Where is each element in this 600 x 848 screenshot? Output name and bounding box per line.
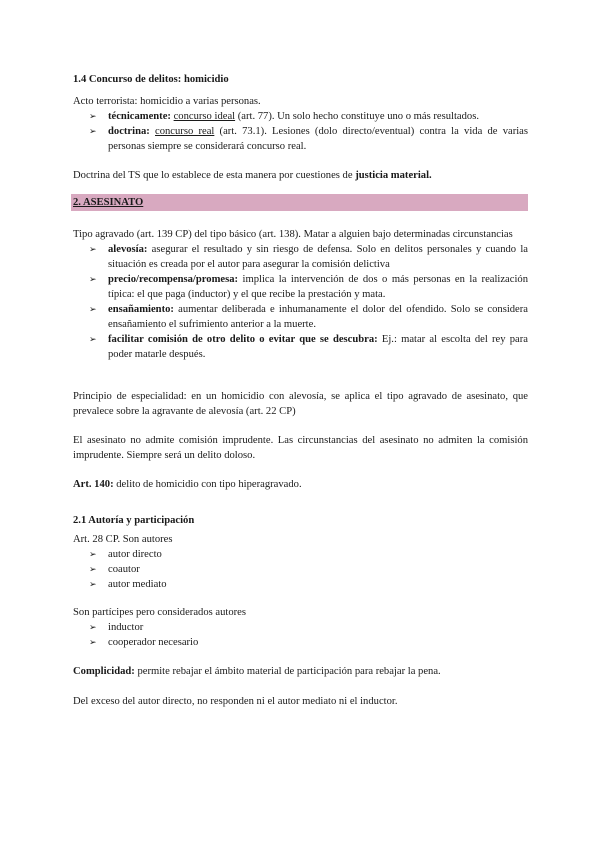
underlined-term: concurso ideal xyxy=(173,111,236,122)
imprudent-paragraph xyxy=(73,433,528,463)
arrow-bullet-icon: ➢ xyxy=(89,622,97,632)
section-2-heading-band xyxy=(71,194,528,211)
list-text: implica la intervención de dos o más personas en la realización típica: el que paga (inductor) y el que recibe la prestación y mata. xyxy=(108,274,528,300)
list-text: asegurar el resultado y sin riesgo de defensa. Solo en delitos personales y cuando la situación es creada por el autor para asegurar la comisión delictiva xyxy=(108,244,528,270)
paragraph: Principio de especialidad: en un homicidio con alevosía, se aplica el tipo agravado de asesinato, que prevalece sobre la agravante de alevosía (art. 22 CP) xyxy=(73,391,528,417)
arrow-bullet-icon: ➢ xyxy=(89,274,97,284)
list xyxy=(73,620,528,650)
arrow-bullet-icon: ➢ xyxy=(89,637,97,647)
arrow-bullet-icon: ➢ xyxy=(89,244,97,254)
paragraph-bold: justicia material. xyxy=(355,170,432,181)
paragraph-bold: Complicidad: xyxy=(73,666,135,677)
section-heading: 2.1 Autoría y participación xyxy=(73,515,195,526)
list xyxy=(73,547,528,592)
list-term: precio/recompensa/promesa: xyxy=(108,274,239,285)
paragraph xyxy=(73,477,528,492)
section-heading: 1.4 Concurso de delitos: homicidio xyxy=(73,74,229,85)
section-1-4-body xyxy=(73,94,528,154)
paragraph: Son partícipes pero considerados autores xyxy=(73,607,246,618)
art140-paragraph xyxy=(73,477,528,492)
paragraph-text: permite rebajar el ámbito material de participación para rebajar la pena. xyxy=(134,666,441,677)
paragraph: El asesinato no admite comisión imprudente. Las circunstancias del asesinato no admiten la comisión imprudente. Siempre será un delito doloso. xyxy=(73,435,528,461)
underlined-term: concurso real xyxy=(155,126,215,137)
list-item xyxy=(73,577,528,592)
paragraph-bold: Art. 140: xyxy=(73,479,114,490)
list-text: autor directo xyxy=(108,549,162,560)
list-item xyxy=(73,272,528,302)
section-heading: 2. ASESINATO xyxy=(73,197,144,208)
arrow-bullet-icon: ➢ xyxy=(89,564,97,574)
list xyxy=(73,242,528,362)
paragraph xyxy=(73,664,528,679)
list-text: (art. 73.1). Lesiones (dolo directo/eventual) contra la vida de varias personas siempre se considerará concurso real. xyxy=(108,126,529,152)
list-item xyxy=(73,302,528,332)
list-item xyxy=(73,635,528,650)
complicidad-paragraph xyxy=(73,664,528,679)
section-2-1 xyxy=(73,513,528,528)
list-item xyxy=(73,547,528,562)
list-text: Ej.: matar al escolta del rey para poder matarle después. xyxy=(108,334,528,360)
authors-block xyxy=(73,532,528,592)
doctrine-paragraph xyxy=(73,168,528,183)
list-item xyxy=(73,562,528,577)
list-item xyxy=(73,124,528,154)
paragraph: Del exceso del autor directo, no responden ni el autor mediato ni el inductor. xyxy=(73,696,398,707)
arrow-bullet-icon: ➢ xyxy=(89,334,97,344)
arrow-bullet-icon: ➢ xyxy=(89,126,97,136)
arrow-bullet-icon: ➢ xyxy=(89,111,97,121)
arrow-bullet-icon: ➢ xyxy=(89,304,97,314)
list-term: ensañamiento: xyxy=(108,304,174,315)
principle-paragraph xyxy=(73,389,528,419)
list-text: coautor xyxy=(108,564,140,575)
list-text: aumentar deliberada e inhumanamente el dolor del ofendido. Solo se considera ensañamiento el sufrimiento anterior a la muerte. xyxy=(108,304,528,330)
list-term: alevosía: xyxy=(108,244,148,255)
paragraph-text: delito de homicidio con tipo hiperagravado. xyxy=(113,479,302,490)
list-item xyxy=(73,242,528,272)
arrow-bullet-icon: ➢ xyxy=(89,579,97,589)
paragraph: Acto terrorista: homicidio a varias personas. xyxy=(73,96,261,107)
participes-block xyxy=(73,605,528,650)
list-text: (art. 77). Un solo hecho constituye uno o más resultados. xyxy=(235,111,479,122)
list-text: inductor xyxy=(108,622,144,633)
section-1-4 xyxy=(73,72,528,87)
list-term: técnicamente: xyxy=(108,111,171,122)
arrow-bullet-icon: ➢ xyxy=(89,549,97,559)
list-item xyxy=(73,109,528,124)
paragraph xyxy=(73,168,528,183)
list xyxy=(73,109,528,154)
list-term: doctrina: xyxy=(108,126,150,137)
paragraph: Art. 28 CP. Son autores xyxy=(73,534,173,545)
list-item xyxy=(73,620,528,635)
list-text: autor mediato xyxy=(108,579,167,590)
paragraph: Tipo agravado (art. 139 CP) del tipo básico (art. 138). Matar a alguien bajo determinadas circunstancias xyxy=(73,229,513,240)
paragraph-text: Doctrina del TS que lo establece de esta manera por cuestiones de xyxy=(73,170,356,181)
list-item xyxy=(73,332,528,362)
list-term: facilitar comisión de otro delito o evitar que se descubra: xyxy=(108,334,378,345)
section-2-body xyxy=(73,227,528,362)
list-text: cooperador necesario xyxy=(108,637,199,648)
exceso-paragraph xyxy=(73,694,528,709)
